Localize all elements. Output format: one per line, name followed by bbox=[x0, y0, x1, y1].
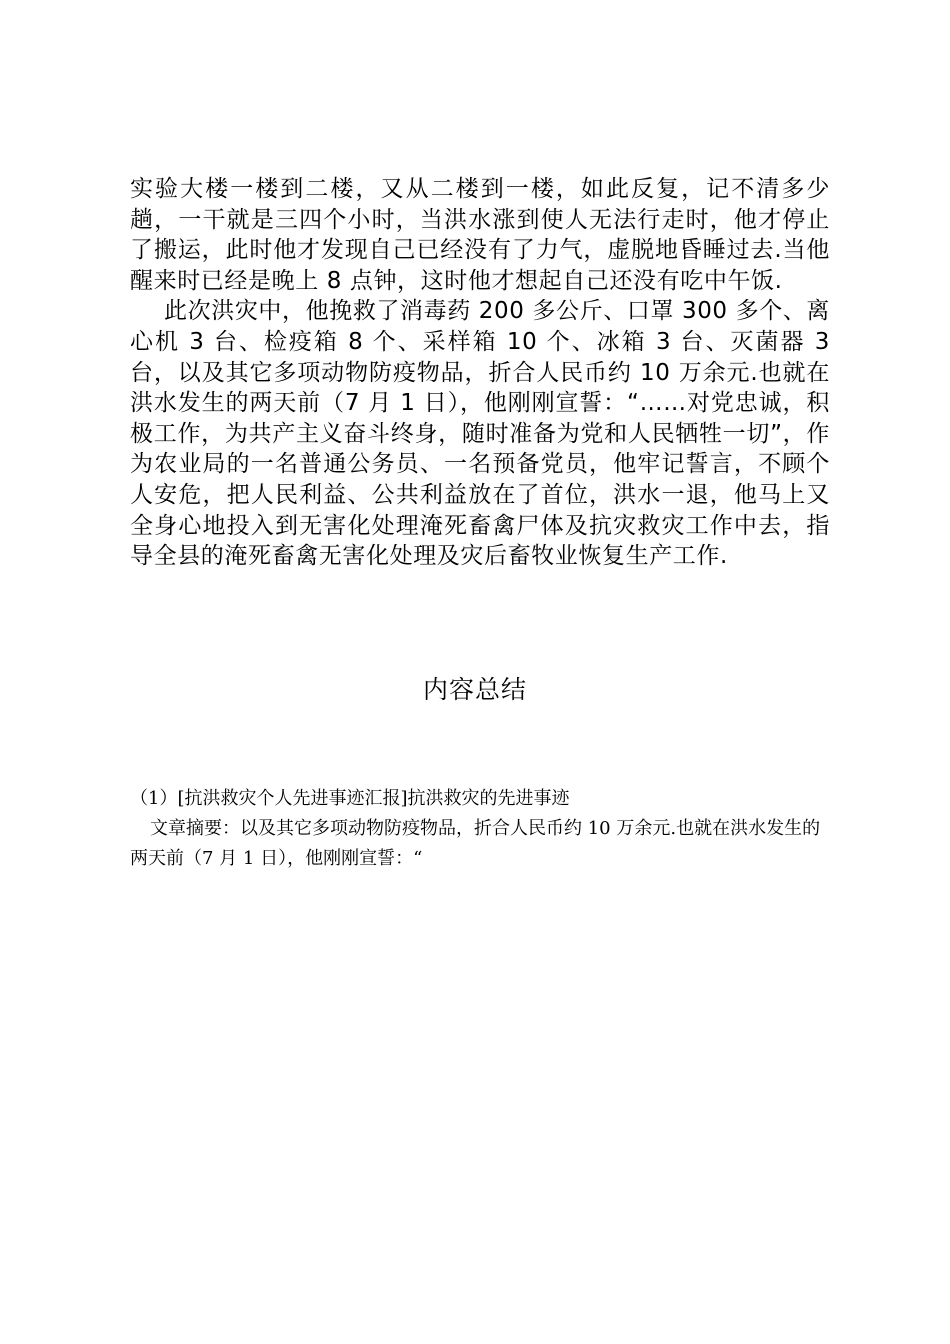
summary-item-title: （1）[抗洪救灾个人先进事迹汇报]抗洪救灾的先进事迹 bbox=[130, 788, 570, 809]
body-paragraph-2: 此次洪灾中，他挽救了消毒药 200 多公斤、口罩 300 多个、离心机 3 台、检疫箱 8 个、采样箱 10 个、冰箱 3 台、灭菌器 3 台，以及其它多项动物防疫物品，折合人民币约 10 万余元.也就在洪水发生的两天前（7 月 1 日），他刚刚宣誓：“……对党忠诚，积极工作，为共产主义奋斗终身，随时准备为党和人民牺牲一切”，作为农业局的一名普通公务员、一名预备党员，他牢记誓言，不顾个人安危，把人民利益、公共利益放在了首位，洪水一退，他马上又全身心地投入到无害化处理淹死畜禽尸体及抗灾救灾工作中去，指导全县的淹死畜禽无害化处理及灾后畜牧业恢复生产工作. bbox=[130, 298, 830, 570]
summary-heading: 内容总结 bbox=[422, 675, 527, 704]
summary-abstract: 文章摘要：以及其它多项动物防疫物品，折合人民币约 10 万余元.也就在洪水发生的两天前（7 月 1 日），他刚刚宣誓：“ bbox=[130, 818, 821, 869]
summary-section bbox=[130, 784, 830, 874]
body-text bbox=[130, 174, 830, 572]
body-paragraph-1: 实验大楼一楼到二楼，又从二楼到一楼，如此反复，记不清多少趟，一干就是三四个小时，当洪水涨到使人无法行走时，他才停止了搬运，此时他才发现自己已经没有了力气，虚脱地昏睡过去.当他醒来时已经是晚上 8 点钟，这时他才想起自己还没有吃中午饭. bbox=[130, 176, 830, 294]
